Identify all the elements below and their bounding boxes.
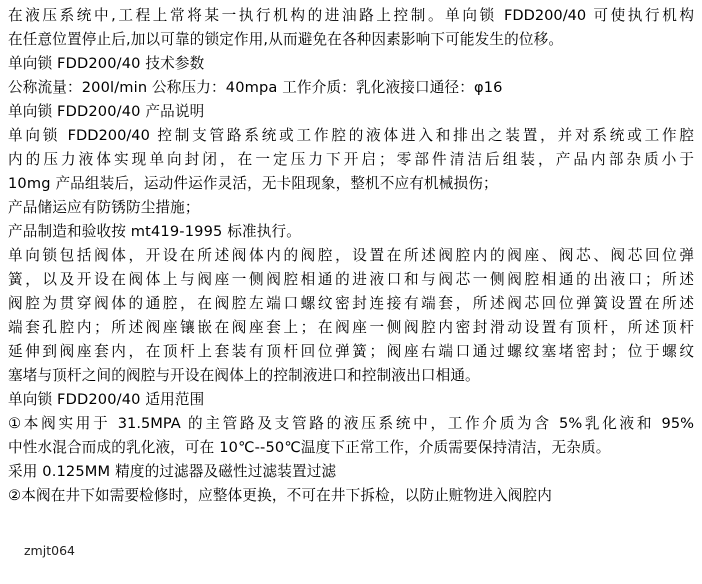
tech-params-line: 公称流量：200l/min 公称压力：40mpa 工作介质：乳化液接口通径：φ16: [8, 79, 503, 96]
standard-line: 产品制造和验收按 mt419-1995 标准执行。: [8, 223, 301, 240]
structure-line-2: 簧，以及开设在阀体上与阀座一侧阀腔相通的进液口和与阀芯一侧阀腔相通的出液口；所述: [8, 271, 694, 288]
signature-text: zmjt064: [24, 543, 75, 558]
intro-line-2: 在任意位置停止后,加以可靠的锁定作用,从而避免在各种因素影响下可能发生的位移。: [8, 31, 564, 48]
scope-line-2: 中性水混合而成的乳化液，可在 10℃--50℃温度下正常工作，介质需要保持清洁，无杂质。: [8, 439, 611, 456]
heading-scope: 单向锁 FDD200/40 适用范围: [8, 391, 205, 408]
structure-line-4: 端套孔腔内；所述阀座镶嵌在阀座套上；在阀座一侧阀腔内密封滑动设置有顶杆，所述顶杆: [8, 319, 694, 336]
scope-line-1: ①本阀实用于 31.5MPA 的主管路及支管路的液压系统中，工作介质为含 5%乳化液和 95%: [8, 415, 694, 432]
structure-line-6: 塞堵与顶杆之间的阀腔与开设在阀体上的控制液进口和控制液出口相通。: [8, 367, 480, 384]
heading-tech-params: 单向锁 FDD200/40 技术参数: [8, 55, 205, 72]
structure-line-5: 延伸到阀座套内，在顶杆上套装有顶杆回位弹簧；阀座右端口通过螺纹塞堵密封；位于螺纹: [8, 343, 694, 360]
structure-line-3: 阀腔为贯穿阀体的通腔，在阀腔左端口螺纹密封连接有端套，所述阀芯回位弹簧设置在所述: [8, 295, 694, 312]
storage-line: 产品储运应有防锈防尘措施；: [8, 199, 200, 216]
scope-line-4: ②本阀在井下如需要检修时，应整体更换，不可在井下拆检，以防止赃物进入阀腔内: [8, 487, 553, 504]
intro-line-1: 在液压系统中,工程上常将某一执行机构的进油路上控制。单向锁 FDD200/40 可使执行机构: [8, 7, 694, 24]
heading-product-desc: 单向锁 FDD200/40 产品说明: [8, 103, 205, 120]
scope-line-3: 采用 0.125MM 精度的过滤器及磁性过滤装置过滤: [8, 463, 337, 480]
product-desc-line-1: 单向锁 FDD200/40 控制支管路系统或工作腔的液体进入和排出之装置，并对系统或工作腔: [8, 127, 694, 144]
product-desc-line-3: 10mg 产品组装后，运动件运作灵活，无卡阻现象，整机不应有机械损伤；: [8, 175, 498, 192]
structure-line-1: 单向锁包括阀体，开设在所述阀体内的阀腔，设置在所述阀腔内的阀座、阀芯、阀芯回位弹: [8, 247, 694, 264]
product-desc-line-2: 内的压力液体实现单向封闭，在一定压力下开启；零部件清洁后组装，产品内部杂质小于: [8, 151, 694, 168]
